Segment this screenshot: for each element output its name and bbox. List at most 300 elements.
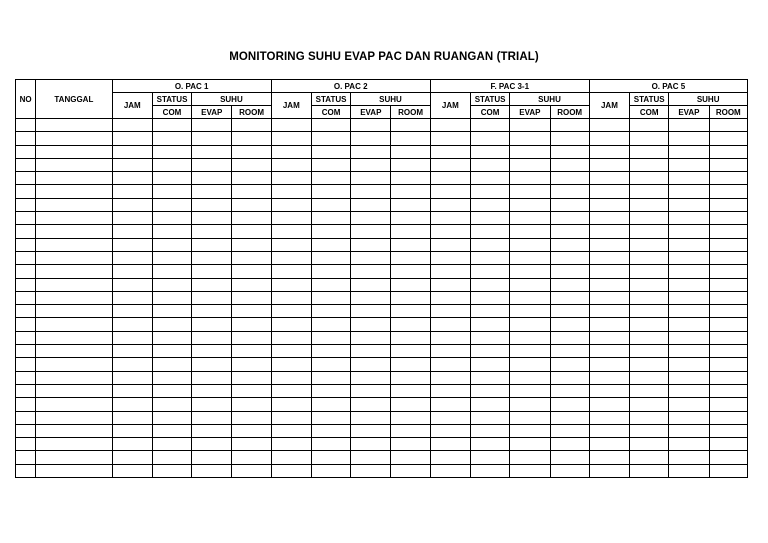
table-cell bbox=[36, 265, 113, 278]
table-cell bbox=[709, 438, 747, 451]
table-cell bbox=[630, 318, 669, 331]
table-cell bbox=[112, 212, 152, 225]
table-cell bbox=[311, 185, 350, 198]
table-cell bbox=[510, 132, 550, 145]
table-cell bbox=[630, 384, 669, 397]
table-row bbox=[16, 305, 748, 318]
table-cell bbox=[192, 172, 232, 185]
table-cell bbox=[192, 424, 232, 437]
table-cell bbox=[351, 251, 391, 264]
table-cell bbox=[192, 451, 232, 464]
table-cell bbox=[16, 451, 36, 464]
table-cell bbox=[589, 145, 629, 158]
table-cell bbox=[630, 411, 669, 424]
table-cell bbox=[351, 384, 391, 397]
table-cell bbox=[709, 331, 747, 344]
document-title: MONITORING SUHU EVAP PAC DAN RUANGAN (TRIAL) bbox=[229, 51, 539, 63]
table-cell bbox=[430, 225, 470, 238]
table-cell bbox=[669, 398, 709, 411]
table-cell bbox=[192, 464, 232, 477]
table-cell bbox=[470, 238, 509, 251]
table-cell bbox=[192, 291, 232, 304]
table-cell bbox=[36, 198, 113, 211]
table-cell bbox=[630, 238, 669, 251]
table-cell bbox=[351, 318, 391, 331]
table-cell bbox=[192, 331, 232, 344]
table-cell bbox=[36, 411, 113, 424]
table-cell bbox=[311, 119, 350, 132]
table-cell bbox=[192, 318, 232, 331]
table-cell bbox=[271, 331, 311, 344]
table-cell bbox=[112, 318, 152, 331]
table-cell bbox=[669, 345, 709, 358]
table-cell bbox=[510, 331, 550, 344]
table-cell bbox=[16, 291, 36, 304]
table-cell bbox=[470, 225, 509, 238]
table-cell bbox=[709, 411, 747, 424]
table-row bbox=[16, 119, 748, 132]
table-cell bbox=[470, 451, 509, 464]
table-cell bbox=[550, 371, 589, 384]
table-cell bbox=[271, 132, 311, 145]
table-row bbox=[16, 158, 748, 171]
table-cell bbox=[550, 464, 589, 477]
table-cell bbox=[709, 358, 747, 371]
table-cell bbox=[232, 225, 271, 238]
table-cell bbox=[430, 424, 470, 437]
table-cell bbox=[112, 398, 152, 411]
table-cell bbox=[709, 278, 747, 291]
table-cell bbox=[271, 398, 311, 411]
table-cell bbox=[152, 251, 191, 264]
table-cell bbox=[510, 318, 550, 331]
table-cell bbox=[709, 238, 747, 251]
table-cell bbox=[550, 451, 589, 464]
table-cell bbox=[232, 424, 271, 437]
table-cell bbox=[36, 305, 113, 318]
table-cell bbox=[430, 398, 470, 411]
table-row bbox=[16, 345, 748, 358]
table-cell bbox=[470, 358, 509, 371]
table-cell bbox=[669, 371, 709, 384]
table-cell bbox=[311, 278, 350, 291]
table-cell bbox=[589, 318, 629, 331]
table-cell bbox=[589, 305, 629, 318]
table-cell bbox=[311, 438, 350, 451]
table-row bbox=[16, 451, 748, 464]
header-room: ROOM bbox=[232, 106, 271, 119]
header-jam: JAM bbox=[430, 93, 470, 119]
table-cell bbox=[470, 371, 509, 384]
table-cell bbox=[232, 198, 271, 211]
table-cell bbox=[510, 291, 550, 304]
table-cell bbox=[510, 411, 550, 424]
table-cell bbox=[391, 318, 430, 331]
table-cell bbox=[470, 305, 509, 318]
header-jam: JAM bbox=[271, 93, 311, 119]
table-cell bbox=[112, 132, 152, 145]
table-cell bbox=[709, 371, 747, 384]
table-cell bbox=[430, 132, 470, 145]
table-cell bbox=[430, 384, 470, 397]
header-room: ROOM bbox=[709, 106, 747, 119]
table-cell bbox=[192, 225, 232, 238]
table-cell bbox=[630, 331, 669, 344]
table-cell bbox=[351, 291, 391, 304]
table-cell bbox=[510, 185, 550, 198]
table-cell bbox=[16, 265, 36, 278]
table-cell bbox=[470, 438, 509, 451]
table-row bbox=[16, 251, 748, 264]
table-cell bbox=[589, 331, 629, 344]
table-cell bbox=[510, 384, 550, 397]
table-cell bbox=[152, 158, 191, 171]
table-cell bbox=[550, 119, 589, 132]
table-cell bbox=[192, 384, 232, 397]
table-cell bbox=[510, 451, 550, 464]
header-status: STATUS bbox=[152, 93, 191, 106]
table-cell bbox=[351, 172, 391, 185]
table-cell bbox=[192, 411, 232, 424]
table-cell bbox=[351, 198, 391, 211]
table-cell bbox=[112, 172, 152, 185]
table-cell bbox=[311, 345, 350, 358]
table-cell bbox=[271, 438, 311, 451]
table-cell bbox=[630, 398, 669, 411]
header-status: STATUS bbox=[470, 93, 509, 106]
table-cell bbox=[271, 411, 311, 424]
table-cell bbox=[510, 371, 550, 384]
table-cell bbox=[36, 158, 113, 171]
table-cell bbox=[16, 145, 36, 158]
header-suhu: SUHU bbox=[510, 93, 590, 106]
table-cell bbox=[669, 384, 709, 397]
table-cell bbox=[311, 198, 350, 211]
table-cell bbox=[311, 225, 350, 238]
table-cell bbox=[232, 384, 271, 397]
table-row bbox=[16, 212, 748, 225]
table-cell bbox=[470, 185, 509, 198]
table-cell bbox=[36, 318, 113, 331]
table-cell bbox=[311, 145, 350, 158]
table-cell bbox=[430, 185, 470, 198]
table-cell bbox=[311, 318, 350, 331]
table-cell bbox=[311, 132, 350, 145]
table-cell bbox=[192, 251, 232, 264]
table-cell bbox=[589, 172, 629, 185]
table-cell bbox=[152, 265, 191, 278]
table-cell bbox=[630, 305, 669, 318]
table-cell bbox=[271, 185, 311, 198]
table-cell bbox=[152, 451, 191, 464]
table-cell bbox=[112, 198, 152, 211]
table-row bbox=[16, 291, 748, 304]
table-cell bbox=[510, 424, 550, 437]
table-row bbox=[16, 411, 748, 424]
table-cell bbox=[669, 265, 709, 278]
table-cell bbox=[430, 145, 470, 158]
table-cell bbox=[669, 225, 709, 238]
table-cell bbox=[152, 411, 191, 424]
table-cell bbox=[36, 438, 113, 451]
table-cell bbox=[391, 145, 430, 158]
table-cell bbox=[351, 225, 391, 238]
table-cell bbox=[709, 145, 747, 158]
table-cell bbox=[589, 158, 629, 171]
table-cell bbox=[630, 291, 669, 304]
table-cell bbox=[709, 251, 747, 264]
table-cell bbox=[152, 371, 191, 384]
table-cell bbox=[589, 251, 629, 264]
table-cell bbox=[271, 265, 311, 278]
table-cell bbox=[470, 145, 509, 158]
table-row bbox=[16, 398, 748, 411]
table-cell bbox=[391, 251, 430, 264]
table-row bbox=[16, 132, 748, 145]
table-cell bbox=[589, 185, 629, 198]
table-cell bbox=[351, 278, 391, 291]
table-cell bbox=[232, 185, 271, 198]
table-cell bbox=[470, 331, 509, 344]
table-cell bbox=[709, 185, 747, 198]
table-cell bbox=[589, 198, 629, 211]
table-cell bbox=[470, 291, 509, 304]
table-cell bbox=[311, 331, 350, 344]
table-cell bbox=[351, 464, 391, 477]
table-cell bbox=[232, 132, 271, 145]
table-cell bbox=[232, 291, 271, 304]
table-cell bbox=[192, 238, 232, 251]
table-row bbox=[16, 318, 748, 331]
table-cell bbox=[709, 158, 747, 171]
table-cell bbox=[630, 132, 669, 145]
table-cell bbox=[550, 305, 589, 318]
table-cell bbox=[430, 198, 470, 211]
table-cell bbox=[192, 185, 232, 198]
table-cell bbox=[589, 225, 629, 238]
table-cell bbox=[430, 158, 470, 171]
table-cell bbox=[232, 331, 271, 344]
table-cell bbox=[550, 318, 589, 331]
table-cell bbox=[152, 318, 191, 331]
table-cell bbox=[351, 411, 391, 424]
table-cell bbox=[669, 119, 709, 132]
table-cell bbox=[152, 198, 191, 211]
table-cell bbox=[470, 345, 509, 358]
table-cell bbox=[112, 119, 152, 132]
table-cell bbox=[152, 119, 191, 132]
table-cell bbox=[16, 132, 36, 145]
table-cell bbox=[669, 451, 709, 464]
table-cell bbox=[430, 172, 470, 185]
table-cell bbox=[271, 384, 311, 397]
table-cell bbox=[709, 398, 747, 411]
table-cell bbox=[36, 225, 113, 238]
table-cell bbox=[430, 411, 470, 424]
table-cell bbox=[430, 265, 470, 278]
table-cell bbox=[232, 251, 271, 264]
header-status: STATUS bbox=[311, 93, 350, 106]
table-cell bbox=[550, 358, 589, 371]
table-cell bbox=[391, 464, 430, 477]
table-cell bbox=[550, 331, 589, 344]
table-cell bbox=[192, 145, 232, 158]
table-cell bbox=[669, 318, 709, 331]
table-cell bbox=[112, 158, 152, 171]
table-cell bbox=[589, 358, 629, 371]
table-cell bbox=[152, 172, 191, 185]
table-cell bbox=[669, 358, 709, 371]
table-cell bbox=[351, 119, 391, 132]
table-cell bbox=[16, 345, 36, 358]
table-cell bbox=[232, 451, 271, 464]
table-cell bbox=[311, 172, 350, 185]
table-cell bbox=[550, 384, 589, 397]
table-cell bbox=[192, 398, 232, 411]
table-cell bbox=[232, 172, 271, 185]
table-cell bbox=[112, 464, 152, 477]
table-cell bbox=[112, 305, 152, 318]
table-cell bbox=[510, 172, 550, 185]
table-cell bbox=[16, 398, 36, 411]
table-cell bbox=[630, 371, 669, 384]
table-cell bbox=[589, 345, 629, 358]
table-cell bbox=[351, 265, 391, 278]
table-cell bbox=[112, 345, 152, 358]
header-com: COM bbox=[311, 106, 350, 119]
table-cell bbox=[470, 411, 509, 424]
table-cell bbox=[709, 424, 747, 437]
table-cell bbox=[152, 238, 191, 251]
table-cell bbox=[232, 305, 271, 318]
table-cell bbox=[430, 305, 470, 318]
table-cell bbox=[351, 331, 391, 344]
table-cell bbox=[271, 318, 311, 331]
table-cell bbox=[192, 278, 232, 291]
table-cell bbox=[112, 278, 152, 291]
table-row bbox=[16, 198, 748, 211]
table-cell bbox=[16, 305, 36, 318]
table-cell bbox=[112, 424, 152, 437]
table-cell bbox=[510, 345, 550, 358]
table-cell bbox=[152, 331, 191, 344]
table-cell bbox=[550, 198, 589, 211]
table-cell bbox=[709, 172, 747, 185]
group-header-pac3: F. PAC 3-1 bbox=[430, 80, 589, 93]
table-cell bbox=[232, 238, 271, 251]
table-cell bbox=[351, 132, 391, 145]
table-cell bbox=[351, 451, 391, 464]
table-cell bbox=[510, 225, 550, 238]
table-cell bbox=[630, 119, 669, 132]
table-cell bbox=[16, 238, 36, 251]
table-row bbox=[16, 265, 748, 278]
table-cell bbox=[630, 185, 669, 198]
table-cell bbox=[36, 145, 113, 158]
table-cell bbox=[510, 438, 550, 451]
table-cell bbox=[391, 265, 430, 278]
table-cell bbox=[470, 398, 509, 411]
header-com: COM bbox=[630, 106, 669, 119]
table-cell bbox=[311, 371, 350, 384]
table-cell bbox=[232, 411, 271, 424]
table-cell bbox=[630, 145, 669, 158]
table-cell bbox=[709, 345, 747, 358]
table-cell bbox=[510, 278, 550, 291]
group-header-pac1: O. PAC 1 bbox=[112, 80, 271, 93]
table-cell bbox=[112, 251, 152, 264]
table-cell bbox=[351, 424, 391, 437]
table-cell bbox=[430, 464, 470, 477]
table-row bbox=[16, 371, 748, 384]
table-cell bbox=[232, 345, 271, 358]
table-row bbox=[16, 185, 748, 198]
table-cell bbox=[16, 358, 36, 371]
table-body bbox=[16, 119, 748, 478]
table-cell bbox=[510, 265, 550, 278]
table-cell bbox=[510, 198, 550, 211]
table-cell bbox=[351, 145, 391, 158]
table-cell bbox=[391, 358, 430, 371]
table-cell bbox=[36, 464, 113, 477]
table-cell bbox=[589, 212, 629, 225]
table-cell bbox=[510, 158, 550, 171]
table-cell bbox=[232, 212, 271, 225]
table-row bbox=[16, 438, 748, 451]
table-cell bbox=[232, 371, 271, 384]
table-cell bbox=[709, 291, 747, 304]
table-cell bbox=[232, 119, 271, 132]
table-cell bbox=[589, 132, 629, 145]
table-cell bbox=[112, 371, 152, 384]
table-cell bbox=[192, 358, 232, 371]
table-cell bbox=[271, 464, 311, 477]
table-cell bbox=[36, 424, 113, 437]
table-cell bbox=[430, 251, 470, 264]
table-cell bbox=[589, 371, 629, 384]
table-cell bbox=[36, 384, 113, 397]
table-cell bbox=[709, 132, 747, 145]
table-cell bbox=[470, 251, 509, 264]
table-cell bbox=[112, 225, 152, 238]
table-cell bbox=[36, 132, 113, 145]
table-row bbox=[16, 331, 748, 344]
table-cell bbox=[550, 225, 589, 238]
table-cell bbox=[510, 358, 550, 371]
table-cell bbox=[16, 424, 36, 437]
table-cell bbox=[271, 345, 311, 358]
table-cell bbox=[391, 212, 430, 225]
table-cell bbox=[232, 158, 271, 171]
table-cell bbox=[36, 185, 113, 198]
table-cell bbox=[470, 212, 509, 225]
table-cell bbox=[709, 225, 747, 238]
table-cell bbox=[550, 424, 589, 437]
table-cell bbox=[271, 238, 311, 251]
table-cell bbox=[430, 212, 470, 225]
table-cell bbox=[351, 371, 391, 384]
table-cell bbox=[16, 331, 36, 344]
table-cell bbox=[709, 305, 747, 318]
table-cell bbox=[589, 424, 629, 437]
table-cell bbox=[550, 158, 589, 171]
table-cell bbox=[510, 305, 550, 318]
table-cell bbox=[550, 278, 589, 291]
table-cell bbox=[192, 132, 232, 145]
table-cell bbox=[16, 185, 36, 198]
table-cell bbox=[152, 278, 191, 291]
table-cell bbox=[16, 411, 36, 424]
